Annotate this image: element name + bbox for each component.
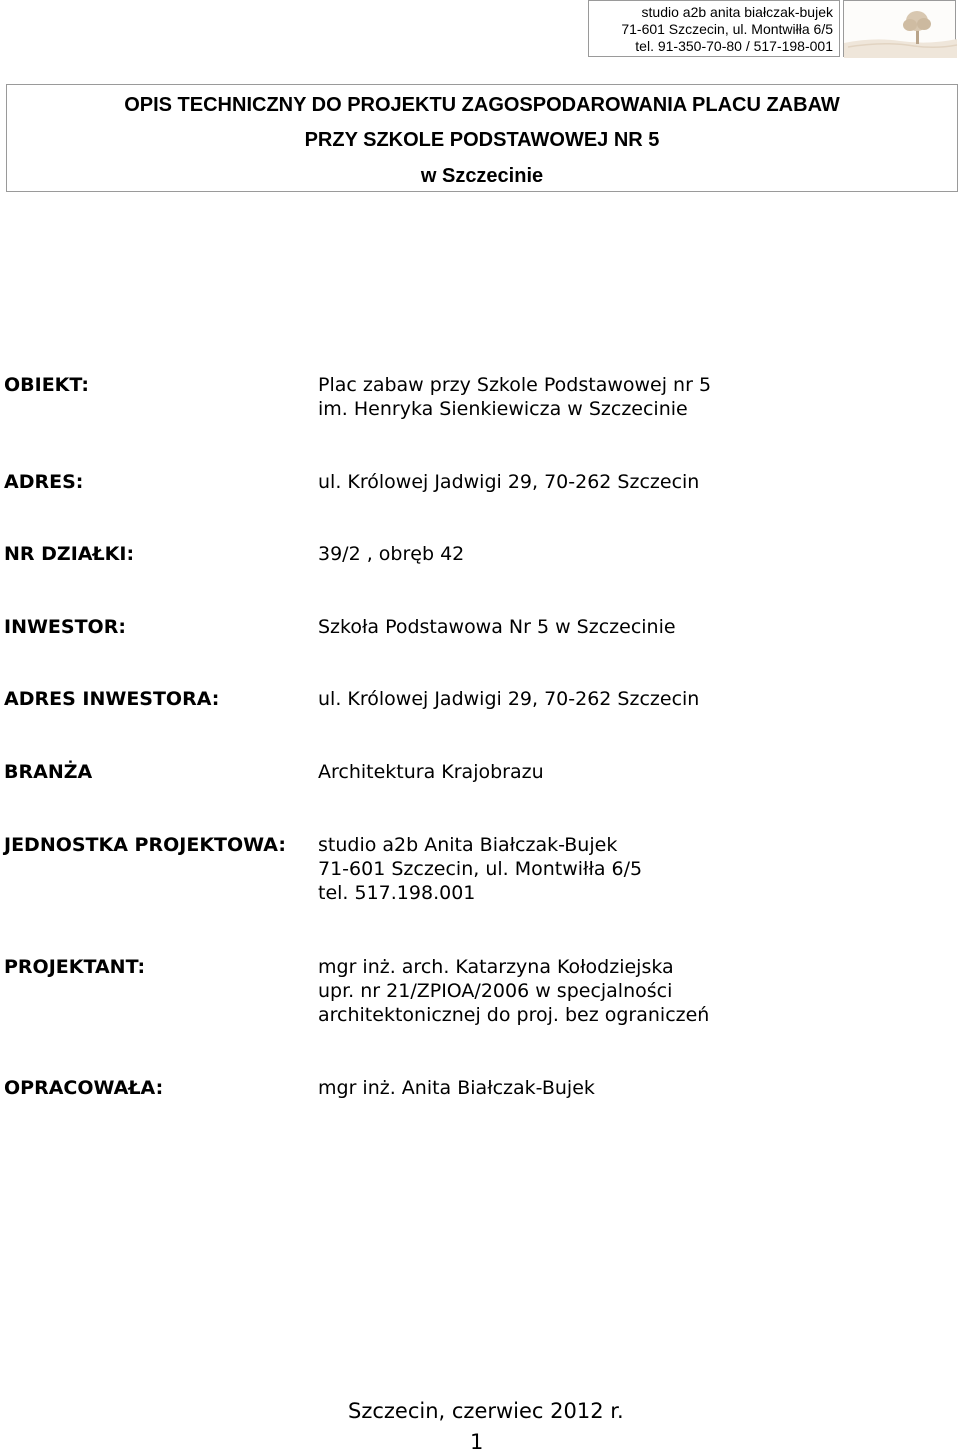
logo-box bbox=[843, 0, 956, 57]
jednostka-value-line-3: tel. 517.198.001 bbox=[318, 882, 476, 904]
document-title-box bbox=[6, 84, 958, 192]
nr-dzialki-label: NR DZIAŁKI: bbox=[4, 543, 135, 565]
branza-label: BRANŻA bbox=[4, 761, 93, 783]
header-phone: tel. 91-350-70-80 / 517-198-001 bbox=[635, 38, 833, 54]
adres-value: ul. Królowej Jadwigi 29, 70-262 Szczecin bbox=[318, 471, 700, 493]
projektant-value-line-3: architektonicznej do proj. bez ograniczeń bbox=[318, 1004, 710, 1026]
projektant-value bbox=[318, 955, 709, 1027]
adres-inwestora-value: ul. Królowej Jadwigi 29, 70-262 Szczecin bbox=[318, 688, 700, 710]
title-line-1: OPIS TECHNICZNY DO PROJEKTU ZAGOSPODAROWANIA PLACU ZABAW bbox=[124, 94, 840, 116]
jednostka-value-line-2: 71-601 Szczecin, ul. Montwiłła 6/5 bbox=[318, 858, 643, 880]
tree-logo-icon bbox=[844, 1, 957, 58]
nr-dzialki-value: 39/2 , obręb 42 bbox=[318, 543, 465, 565]
branza-value: Architektura Krajobrazu bbox=[318, 761, 544, 783]
title-line-3: w Szczecinie bbox=[420, 165, 544, 187]
jednostka-value bbox=[318, 833, 642, 905]
projektant-value-line-1: mgr inż. arch. Katarzyna Kołodziejska bbox=[318, 956, 674, 978]
header-address: 71-601 Szczecin, ul. Montwiłła 6/5 bbox=[621, 21, 833, 37]
obiekt-value-line-1: Plac zabaw przy Szkole Podstawowej nr 5 bbox=[318, 374, 712, 396]
projektant-label: PROJEKTANT: bbox=[4, 956, 146, 978]
jednostka-value-line-1: studio a2b Anita Białczak-Bujek bbox=[318, 834, 618, 856]
adres-label: ADRES: bbox=[4, 471, 84, 493]
header-company-name: studio a2b anita białczak-bujek bbox=[641, 4, 833, 20]
obiekt-value bbox=[318, 373, 711, 421]
obiekt-value-line-2: im. Henryka Sienkiewicza w Szczecinie bbox=[318, 398, 688, 420]
opracowala-label: OPRACOWAŁA: bbox=[4, 1077, 164, 1099]
jednostka-label: JEDNOSTKA PROJEKTOWA: bbox=[4, 834, 286, 856]
header-contact-box bbox=[588, 0, 840, 57]
projektant-value-line-2: upr. nr 21/ZPIOA/2006 w specjalności bbox=[318, 980, 673, 1002]
obiekt-label: OBIEKT: bbox=[4, 374, 89, 396]
page-number: 1 bbox=[470, 1430, 484, 1454]
inwestor-value: Szkoła Podstawowa Nr 5 w Szczecinie bbox=[318, 616, 676, 638]
title-line-2: PRZY SZKOLE PODSTAWOWEJ NR 5 bbox=[304, 129, 660, 151]
adres-inwestora-label: ADRES INWESTORA: bbox=[4, 688, 220, 710]
footer-date: Szczecin, czerwiec 2012 r. bbox=[348, 1399, 624, 1423]
opracowala-value: mgr inż. Anita Białczak-Bujek bbox=[318, 1077, 595, 1099]
inwestor-label: INWESTOR: bbox=[4, 616, 126, 638]
